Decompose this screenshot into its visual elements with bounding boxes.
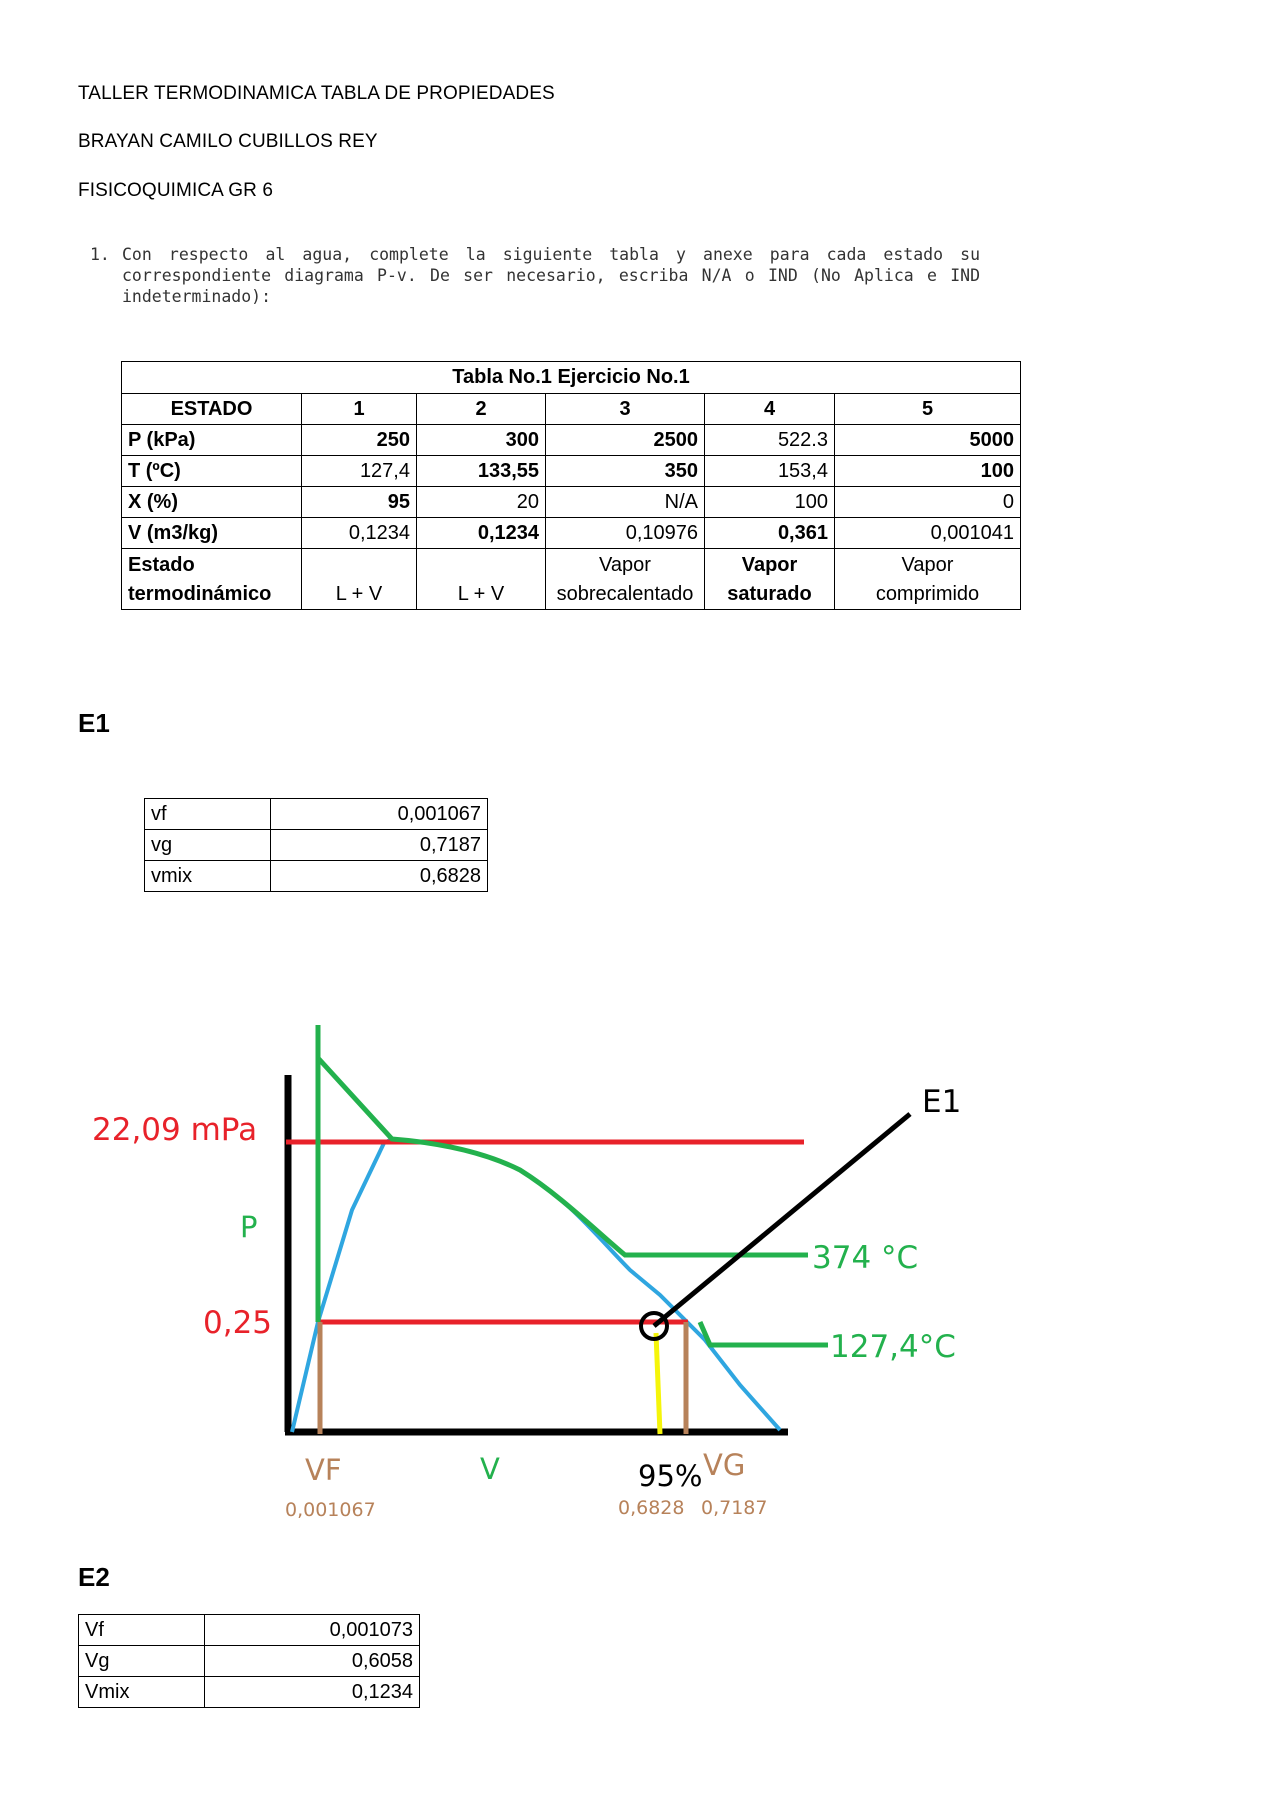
header-course: FISICOQUIMICA GR 6	[78, 180, 273, 201]
table-cell: L + V	[417, 549, 546, 610]
header-author: BRAYAN CAMILO CUBILLOS REY	[78, 131, 378, 152]
header-estado: ESTADO	[122, 394, 302, 425]
isotherm-critical	[318, 1058, 808, 1255]
table-cell-value: 0,001067	[271, 799, 488, 830]
table-cell: 0,001041	[835, 518, 1021, 549]
isotherm-low	[700, 1322, 828, 1345]
vf-label: VF	[305, 1453, 342, 1487]
table-cell: L + V	[302, 549, 417, 610]
table-cell-value: 0,6828	[271, 861, 488, 892]
table-row	[79, 1646, 420, 1677]
header-state-5: 5	[835, 394, 1021, 425]
critical-pressure-label: 22,09 mPa	[92, 1112, 258, 1148]
table-row	[79, 1615, 420, 1646]
table-cell: 5000	[835, 425, 1021, 456]
vmix-value-label: 0,6828	[618, 1497, 685, 1519]
table-cell: 300	[417, 425, 546, 456]
table-cell-key: vg	[145, 830, 271, 861]
table-cell-value: 0,001073	[205, 1615, 420, 1646]
pressure-low-label: 0,25	[203, 1305, 273, 1341]
saturated-liquid-line	[292, 1139, 392, 1432]
table-row	[79, 1677, 420, 1708]
header-state-2: 2	[417, 394, 546, 425]
table-cell-key: vmix	[145, 861, 271, 892]
table-cell: 350	[546, 456, 705, 487]
table-cell: N/A	[546, 487, 705, 518]
vf-value-label: 0,001067	[285, 1499, 376, 1521]
quality-label: 95%	[638, 1459, 703, 1493]
row-label-state: Estado termodinámico	[122, 549, 302, 610]
table-cell-value: 0,1234	[205, 1677, 420, 1708]
header-state-4: 4	[705, 394, 835, 425]
row-label: V (m3/kg)	[122, 518, 302, 549]
e1-title: E1	[78, 708, 110, 738]
table-cell: 2500	[546, 425, 705, 456]
table-cell: Vapor comprimido	[835, 549, 1021, 610]
table-cell: 0,10976	[546, 518, 705, 549]
table-cell: 0	[835, 487, 1021, 518]
saturated-vapor-line	[392, 1139, 780, 1430]
question-number: 1.	[90, 245, 110, 264]
table-cell: Vapor sobrecalentado	[546, 549, 705, 610]
table-cell: Vapor saturado	[705, 549, 835, 610]
vg-value-label: 0,7187	[701, 1497, 768, 1519]
header-state-1: 1	[302, 394, 417, 425]
table-cell-key: Vg	[79, 1646, 205, 1677]
question-text: Con respecto al agua, complete la siguiente tabla y anexe para cada estado su correspondiente diagrama P-v. De ser necesario, escriba N/A o IND (No Aplica e IND indeterminado):	[122, 245, 980, 306]
v-axis-label: V	[480, 1452, 500, 1486]
table-cell: 100	[705, 487, 835, 518]
table-cell: 95	[302, 487, 417, 518]
vg-label: VG	[703, 1448, 746, 1482]
e2-title: E2	[78, 1562, 110, 1592]
row-label: X (%)	[122, 487, 302, 518]
table-cell: 133,55	[417, 456, 546, 487]
isotherm-critical-label: 374 °C	[812, 1240, 919, 1276]
table-caption: Tabla No.1 Ejercicio No.1	[122, 362, 1021, 394]
row-label: P (kPa)	[122, 425, 302, 456]
table-cell: 100	[835, 456, 1021, 487]
p-axis-label: P	[240, 1210, 258, 1244]
table-cell-key: Vmix	[79, 1677, 205, 1708]
isotherm-low-label: 127,4°C	[830, 1329, 956, 1365]
table-cell-key: vf	[145, 799, 271, 830]
table-cell: 0,361	[705, 518, 835, 549]
table-cell: 127,4	[302, 456, 417, 487]
table-cell: 20	[417, 487, 546, 518]
table-cell: 153,4	[705, 456, 835, 487]
header-title: TALLER TERMODINAMICA TABLA DE PROPIEDADES	[78, 83, 555, 104]
row-label: T (ºC)	[122, 456, 302, 487]
vmix-marker	[656, 1333, 660, 1434]
table-cell: 522.3	[705, 425, 835, 456]
table-cell: 0,1234	[302, 518, 417, 549]
table-cell: 250	[302, 425, 417, 456]
state-point-label: E1	[922, 1084, 962, 1120]
table-cell-value: 0,6058	[205, 1646, 420, 1677]
table-cell: 0,1234	[417, 518, 546, 549]
e2-table	[78, 1614, 420, 1708]
state-pointer-line	[654, 1114, 910, 1326]
header-state-3: 3	[546, 394, 705, 425]
table-cell-value: 0,7187	[271, 830, 488, 861]
table-cell-key: Vf	[79, 1615, 205, 1646]
